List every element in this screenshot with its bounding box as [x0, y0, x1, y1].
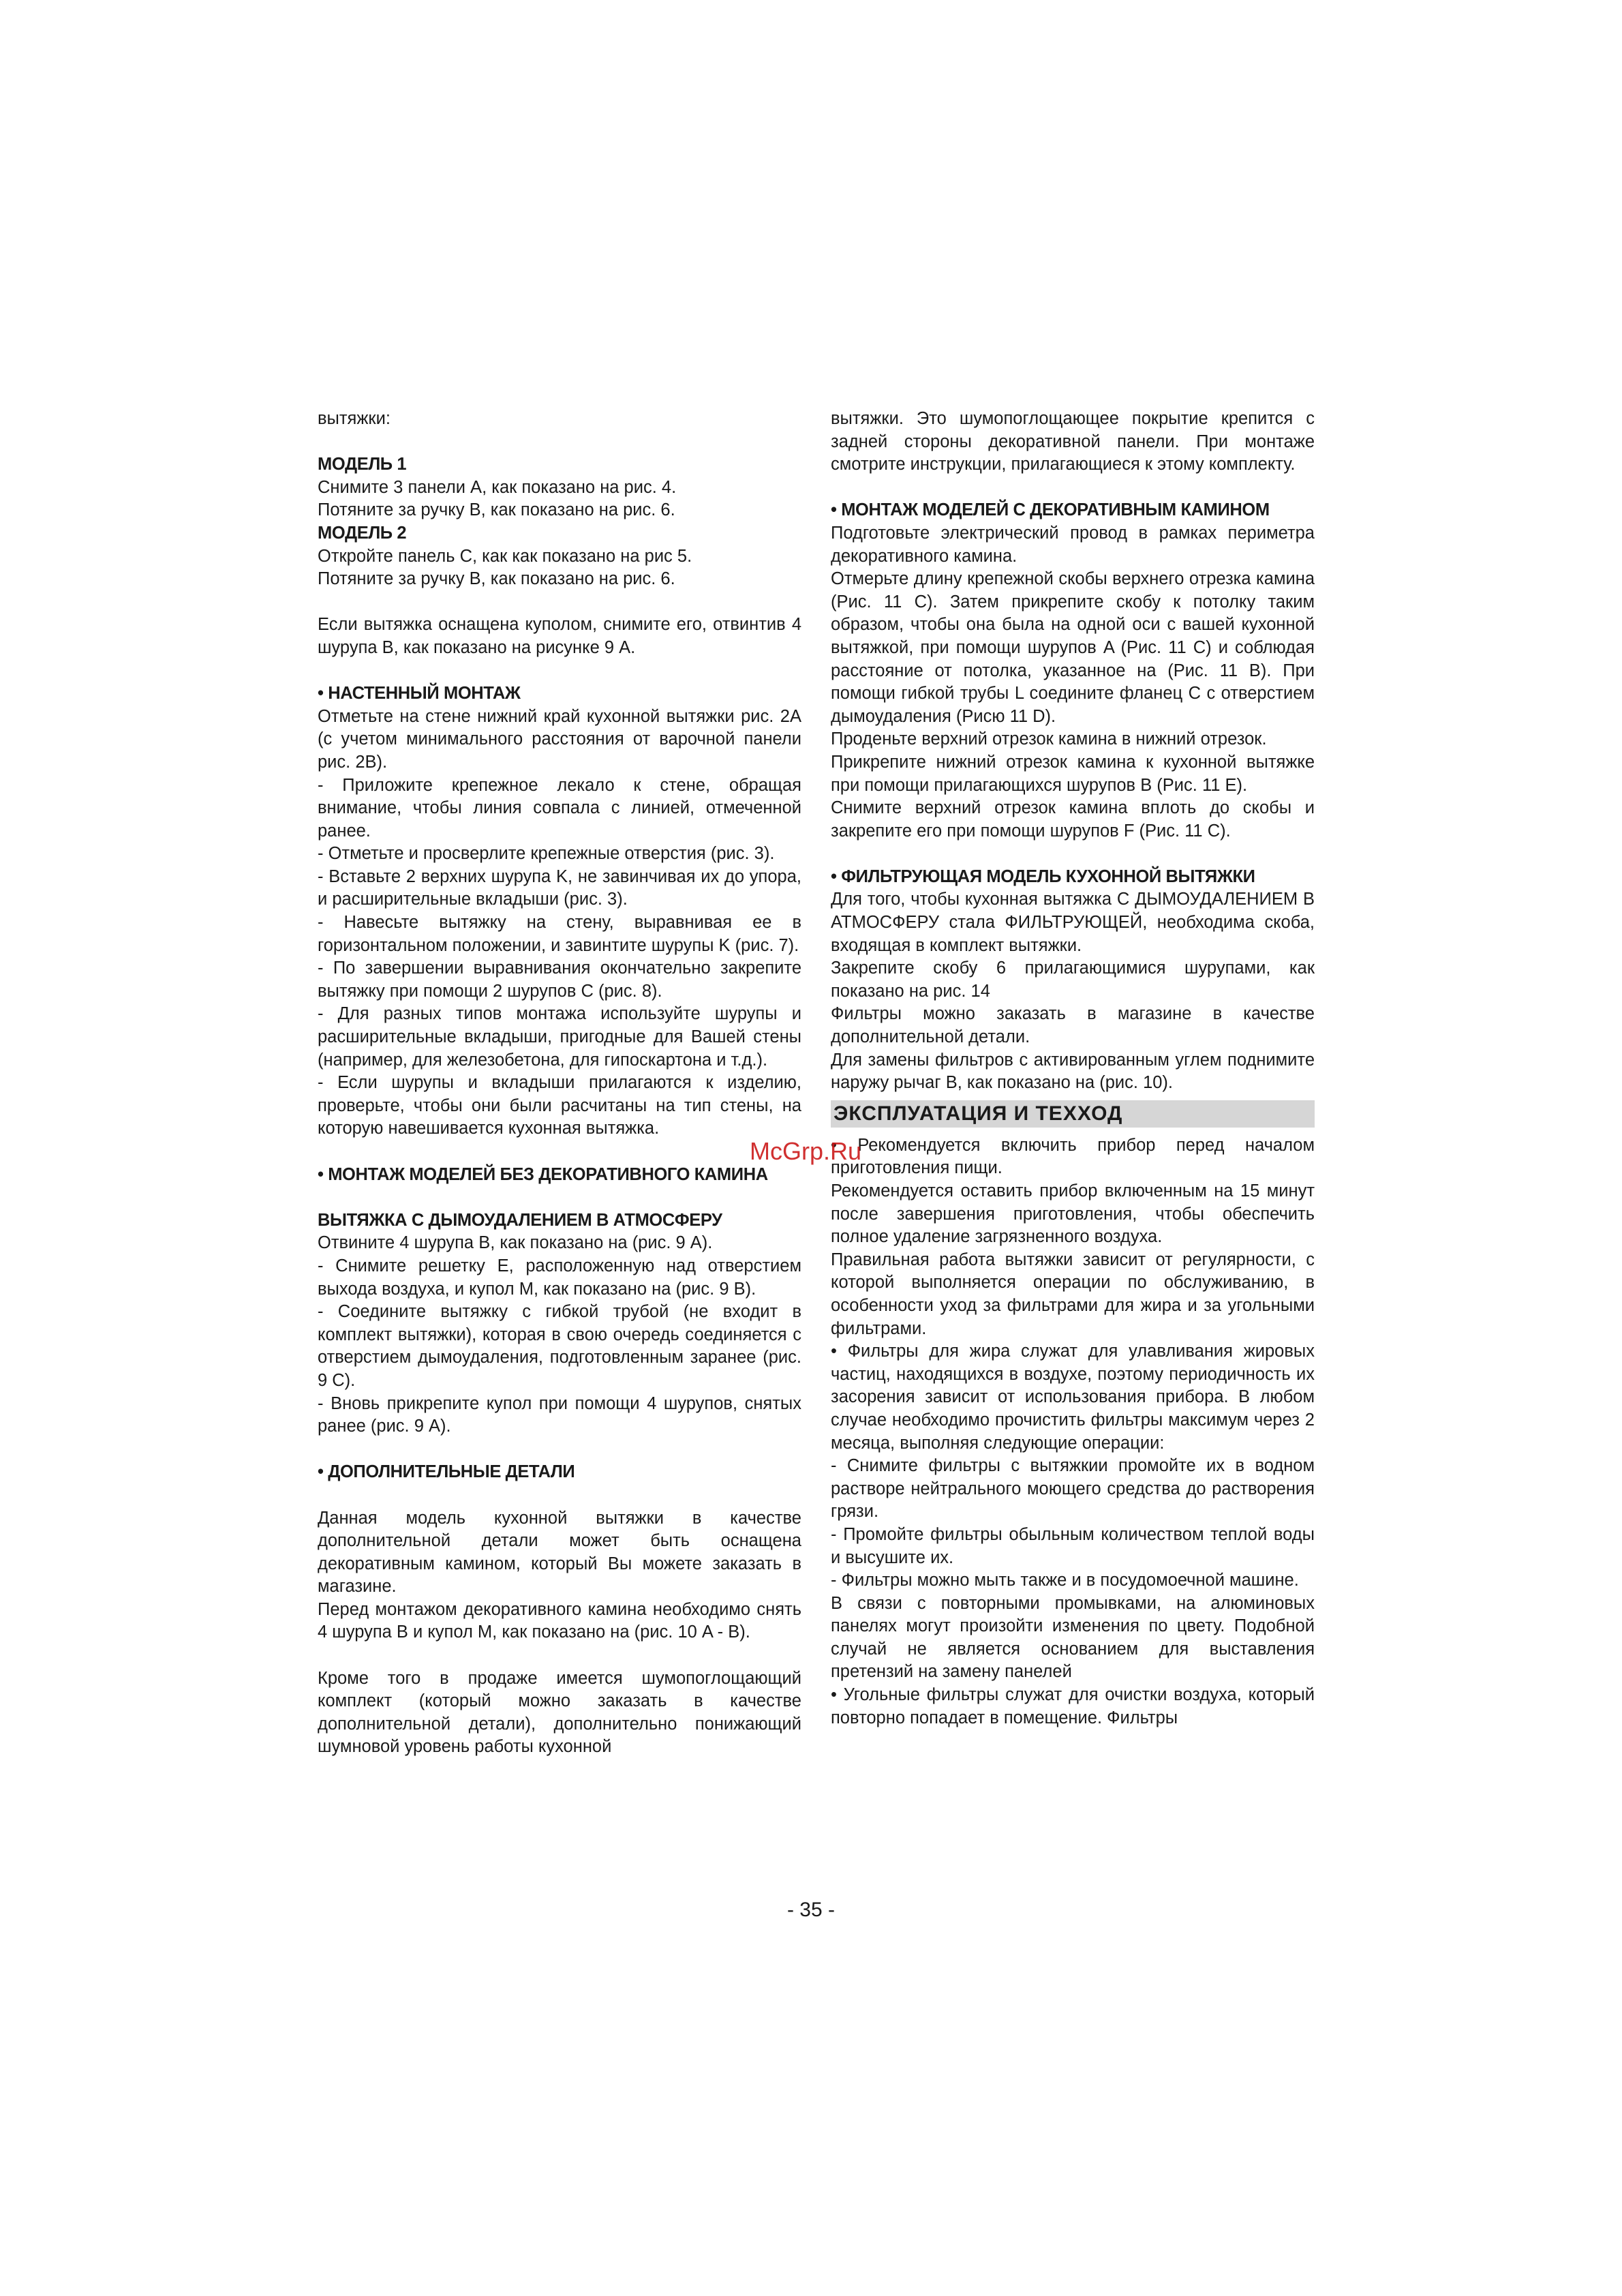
exhaust-p2: - Снимите решетку E, расположенную над отверстием выхода воздуха, и купол M, как показано на (рис. 9 B).: [318, 1256, 801, 1299]
left-column: [318, 408, 801, 1759]
wall-mount-p8: - Если шурупы и вкладыши прилагаются к изделию, проверьте, чтобы они были расчитаны на тип стены, на которую навешивается кухонная вытяжка.: [318, 1073, 801, 1138]
model2-line1: Откройте панель C, как как показано на рис 5.: [318, 546, 692, 566]
extra-parts-heading: • ДОПОЛНИТЕЛЬНЫЕ ДЕТАЛИ: [318, 1462, 575, 1482]
right-column: [831, 408, 1315, 1729]
extra-parts-p3: Кроме того в продаже имеется шумопоглощающий комплект (который можно заказать в качестве дополнительной детали), дополнительно понижающий шумновой уровень работы кухонной: [318, 1668, 801, 1757]
model2-heading: МОДЕЛЬ 2: [318, 523, 407, 543]
maintenance-p6: - Промойте фильтры обыльным количеством теплой воды и высушите их.: [831, 1524, 1315, 1567]
watermark: McGrp.Ru: [750, 1137, 862, 1165]
wall-mount-p6: - По завершении выравнивания окончательно закрепите вытяжку при помощи 2 шурупов C (рис. 8).: [318, 958, 801, 1001]
maintenance-p8: В связи с повторными промывками, на алюминовых панелях могут произойти изменения по цвету. Подобной случай не является основанием для выставления претензий на замену панелей: [831, 1593, 1315, 1682]
maintenance-p2: Рекомендуется оставить прибор включенным на 15 минут после завершения приготовления, чтобы обеспечить полное удаление загрязненного воздуха.: [831, 1181, 1315, 1247]
model1-line1: Снимите 3 панели A, как показано на рис. 4.: [318, 477, 677, 497]
maintenance-p3: Правильная работа вытяжки зависит от регулярности, с которой выполняется операции по обслуживанию, в особенности уход за фильтрами для жира и за угольными фильтрами.: [831, 1250, 1315, 1338]
filter-heading: • ФИЛЬТРУЮЩАЯ МОДЕЛЬ КУХОННОЙ ВЫТЯЖКИ: [831, 866, 1255, 886]
exhaust-heading: ВЫТЯЖКА С ДЫМОУДАЛЕНИЕМ В АТМОСФЕРУ: [318, 1210, 722, 1230]
dome-paragraph: Если вытяжка оснащена куполом, снимите его, отвинтив 4 шурупа B, как показано на рисунке 9 A.: [318, 615, 801, 657]
wall-mount-p3: - Отметьте и просверлите крепежные отверстия (рис. 3).: [318, 844, 775, 864]
no-chimney-heading: • МОНТАЖ МОДЕЛЕЙ БЕЗ ДЕКОРАТИВНОГО КАМИНА: [318, 1164, 768, 1184]
wall-mount-p4: - Вставьте 2 верхних шурупа K, не завинчивая их до упора, и расширительные вкладыши (рис. 3).: [318, 866, 801, 909]
filter-p1: Для того, чтобы кухонная вытяжка С ДЫМОУДАЛЕНИЕМ В АТМОСФЕРУ стала ФИЛЬТРУЮЩЕЙ, необходима скоба, входящая в комплект вытяжки.: [831, 890, 1315, 955]
chimney-p5: Снимите верхний отрезок камина вплоть до скобы и закрепите его при помощи шурупов F (Рис. 11 C).: [831, 798, 1315, 841]
maintenance-p4: • Фильтры для жира служат для улавливания жировых частиц, находящихся в воздухе, поэтому периодичность их засорения зависит от использования прибора. В любом случае необходимо прочистить фильтры максимум через 2 месяца, выполняя следующие операции:: [831, 1342, 1315, 1453]
wall-mount-p1: Отметьте на стене нижний край кухонной вытяжки рис. 2A (с учетом минимального расстояния от варочной панели рис. 2B).: [318, 706, 801, 772]
maintenance-p9: • Угольные фильтры служат для очистки воздуха, который повторно попадает в помещение. Фильтры: [831, 1685, 1315, 1727]
extra-parts-p2: Перед монтажом декоративного камина необходимо снять 4 шурупа B и купол M, как показано на (рис. 10 A - B).: [318, 1599, 801, 1642]
maintenance-p1: • Рекомендуется включить прибор перед началом приготовления пищи.: [831, 1135, 1315, 1178]
page-number: - 35 -: [786, 1899, 836, 1921]
filter-p4: Для замены фильтров с активированным углем поднимите наружу рычаг B, как показано на (рис. 10).: [831, 1050, 1315, 1093]
chimney-p1: Подготовьте электрический провод в рамках периметра декоративного камина.: [831, 523, 1315, 566]
model2-line2: Потяните за ручку B, как показано на рис. 6.: [318, 569, 675, 589]
chimney-p3: Проденьте верхний отрезок камина в нижний отрезок.: [831, 729, 1267, 749]
maintenance-p5: - Снимите фильтры с вытяжкии промойте их в водном растворе нейтрального моющего средства до растворения грязи.: [831, 1456, 1315, 1522]
exhaust-p4: - Вновь прикрепите купол при помощи 4 шурупов, снятых ранее (рис. 9 A).: [318, 1393, 801, 1436]
exhaust-p1: Отвините 4 шурупа B, как показано на (рис. 9 A).: [318, 1233, 713, 1253]
chimney-p4: Прикрепите нижний отрезок камина к кухонной вытяжке при помощи прилагающихся шурупов B (Рис. 11 E).: [831, 752, 1315, 795]
maintenance-heading: ЭКСПЛУАТАЦИЯ И ТЕХХОД: [831, 1100, 1315, 1128]
chimney-p2: Отмерьте длину крепежной скобы верхнего отрезка камина (Рис. 11 C). Затем прикрепите скобу к потолку таким образом, чтобы она была на одной оси с вашей кухонной вытяжкой, при помощи шурупов A (Рис. 11 C) и соблюдая расстояние от потолка, указанное на (Рис. 11 B). При помощи гибкой трубы L соедините фланец C с отверстием дымоудаления (Рисю 11 D).: [831, 569, 1315, 726]
exhaust-p3: - Соедините вытяжку с гибкой трубой (не входит в комплект вытяжки), которая в свою очередь соединяется с отверстием дымоудаления, подготовленным заранее (рис. 9 C).: [318, 1302, 801, 1390]
wall-mount-p2: - Приложите крепежное лекало к стене, обращая внимание, чтобы линия совпала с линией, отмеченной ранее.: [318, 775, 801, 841]
model1-heading: МОДЕЛЬ 1: [318, 455, 407, 474]
continuation-paragraph: вытяжки. Это шумопоглощающее покрытие крепится с задней стороны декоративной панели. При монтаже смотрите инструкции, прилагающиеся к этому комплекту.: [831, 409, 1315, 474]
maintenance-p7: - Фильтры можно мыть также и в посудомоечной машине.: [831, 1571, 1299, 1590]
filter-p2: Закрепите скобу 6 прилагающимися шурупами, как показано на рис. 14: [831, 958, 1315, 1001]
model1-line2: Потяните за ручку B, как показано на рис. 6.: [318, 500, 675, 520]
wall-mount-heading: • НАСТЕННЫЙ МОНТАЖ: [318, 684, 521, 704]
chimney-heading: • МОНТАЖ МОДЕЛЕЙ С ДЕКОРАТИВНЫМ КАМИНОМ: [831, 500, 1270, 520]
wall-mount-p7: - Для разных типов монтажа используйте шурупы и расширительные вкладыши, пригодные для Вашей стены (например, для железобетона, для гипоскартона и т.д.).: [318, 1004, 801, 1070]
extra-parts-p1: Данная модель кухонной вытяжки в качестве дополнительной детали может быть оснащена декоративным камином, который Вы можете заказать в магазине.: [318, 1508, 801, 1597]
wall-mount-p5: - Навесьте вытяжку на стену, выравнивая ее в горизонтальном положении, и завинтите шурупы K (рис. 7).: [318, 913, 801, 955]
intro-text: вытяжки:: [318, 409, 391, 428]
filter-p3: Фильтры можно заказать в магазине в качестве дополнительной детали.: [831, 1004, 1315, 1047]
